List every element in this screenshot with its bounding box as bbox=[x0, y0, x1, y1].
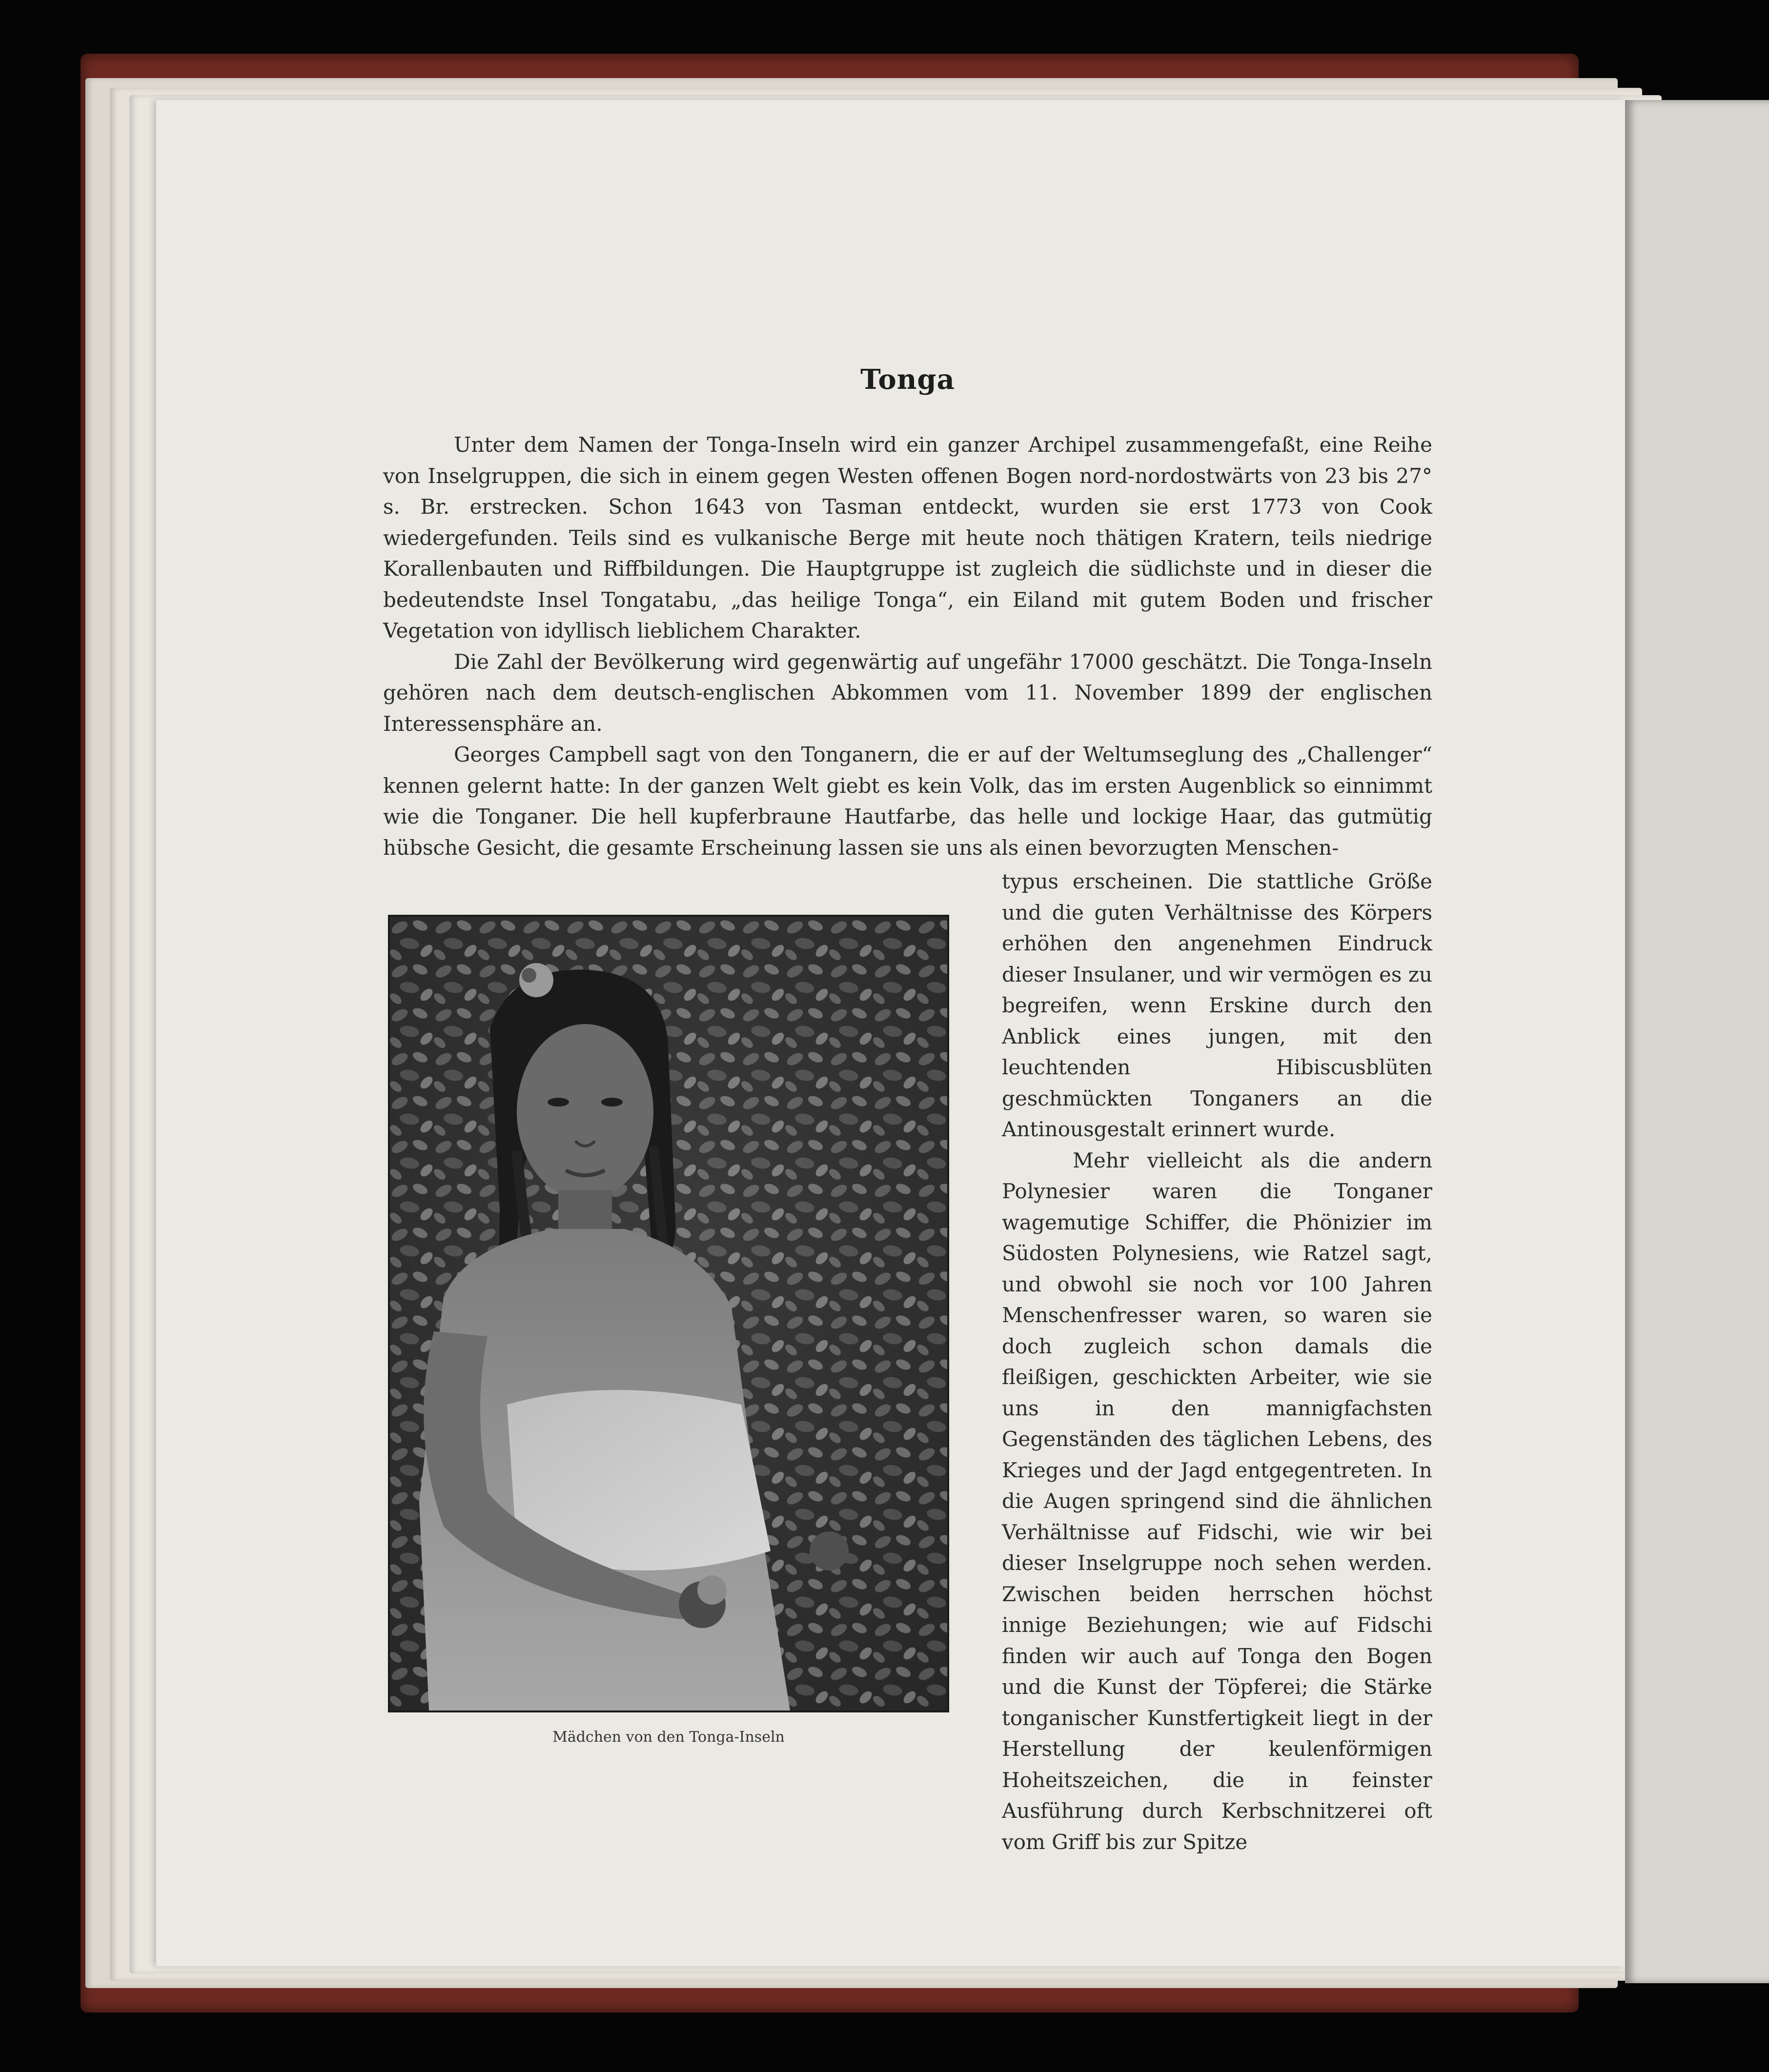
paragraph: Unter dem Namen der Tonga-Inseln wird ein ganzer Archipel zusammengefaßt, eine Reihe von Inselgruppen, die sich in einem gegen Westen offenen Bogen nord-nordostwärts von 23 bis 27° s. Br. erstrecken. Schon 1643 von Tasman entdeckt, wurden sie erst 1773 von Cook wiedergefunden. Teils sind es vulkanische Berge mit heute noch thätigen Kratern, teils niedrige Korallenbauten und Riffbildungen. Die Hauptgruppe ist zugleich die südlichste und in dieser die bedeutendste Insel Tongatabu, „das heilige Tonga“, ein Eiland mit gutem Boden und frischer Vegetation von idyllisch lieblichem Charakter. bbox=[383, 433, 1432, 643]
paragraph: Mehr vielleicht als die andern Polynesier waren die Tonganer wagemutige Schiffer, die Phönizier im Südosten Polynesiens, wie Ratzel sagt, und obwohl sie noch vor 100 Jahren Menschenfresser waren, so waren sie doch zugleich schon damals die fleißigen, geschickten Arbeiter, wie sie uns in den mannigfachsten Gegenständen des täglichen Lebens, des Krieges und der Jagd entgegentreten. In die Augen springend sind die ähnlichen Verhältnisse auf Fidschi, wie wir bei dieser Inselgruppe noch sehen werden. Zwischen beiden herrschen höchst innige Beziehungen; wie auf Fidschi finden wir auch auf Tonga den Bogen und die Kunst der Töpferei; die Stärke tonganischer Kunstfertigkeit liegt in der Herstellung der keulenförmigen Hoheitszeichen, die in feinster Ausführung durch Kerbschnitzerei oft vom Griff bis zur Spitze bbox=[1002, 1148, 1432, 1854]
body-text-full-width bbox=[383, 429, 1432, 863]
body-text-right-column bbox=[1002, 866, 1432, 1857]
portrait-photo-image bbox=[390, 917, 947, 1710]
figure-caption: Mädchen von den Tonga-Inseln bbox=[552, 1729, 785, 1746]
page-title: Tonga bbox=[860, 363, 955, 396]
paragraph: Die Zahl der Bevölkerung wird gegenwärtig auf ungefähr 17000 geschätzt. Die Tonga-Inseln gehören nach dem deutsch-englischen Abkommen vom 11. November 1899 der englischen Interessensphäre an. bbox=[383, 649, 1432, 736]
paragraph: Georges Campbell sagt von den Tonganern, die er auf der Weltumseglung des „Challenger“ kennen gelernt hatte: In der ganzen Welt giebt es kein Volk, das im ersten Augenblick so einnimmt wie die Tonganer. Die hell kupferbraune Hautfarbe, das helle und lockige Haar, das gutmütig hübsche Gesicht, die gesamte Erscheinung lassen sie uns als einen bevorzugten Menschen- bbox=[383, 743, 1432, 860]
portrait-photograph bbox=[388, 915, 949, 1712]
paragraph: typus erscheinen. Die stattliche Größe und die guten Verhältnisse des Körpers erhöhen den angenehmen Eindruck dieser Insulaner, und wir vermögen es zu begreifen, wenn Erskine durch den Anblick eines jungen, mit den leuchtenden Hibiscusblüten geschmückten Tonganers an die Antinousgestalt erinnert wurde. bbox=[1002, 869, 1432, 1141]
